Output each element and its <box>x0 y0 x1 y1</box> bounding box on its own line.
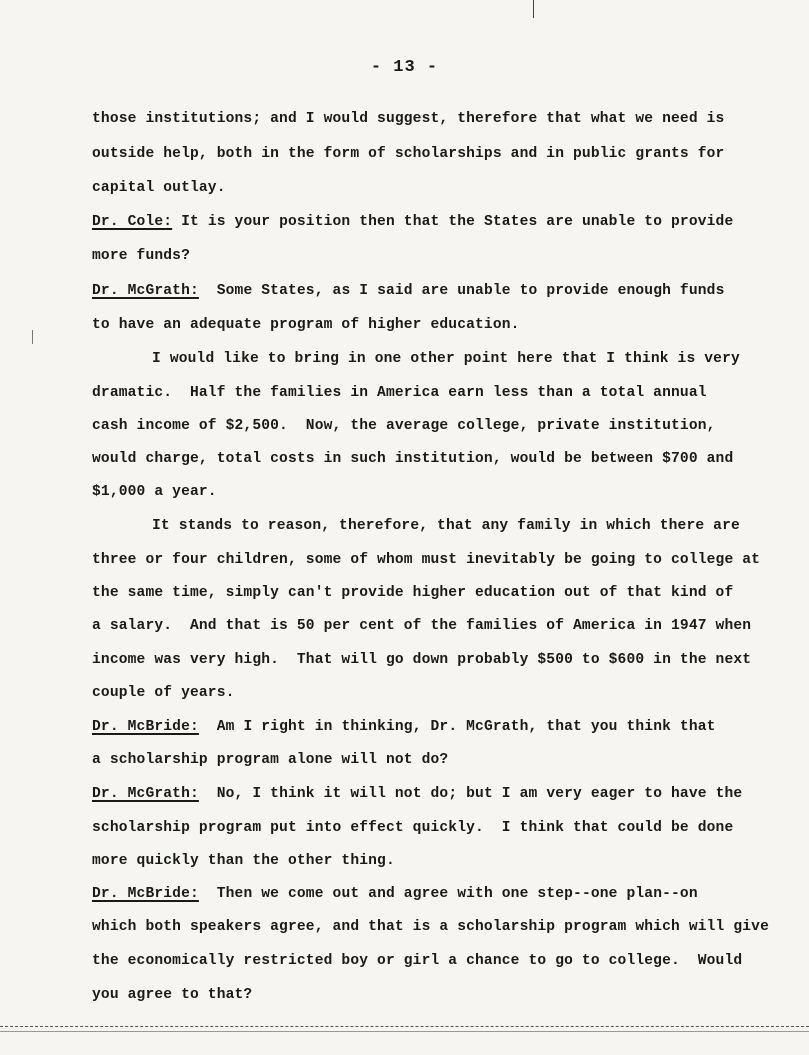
speaker-line <box>92 886 698 902</box>
text-line: more quickly than the other thing. <box>92 853 395 869</box>
text-line: dramatic. Half the families in America earn less than a total annual <box>92 385 707 401</box>
text-line: capital outlay. <box>92 180 226 196</box>
text-line: to have an adequate program of higher education. <box>92 317 520 333</box>
speaker-text: No, I think it will not do; but I am very eager to have the <box>216 786 743 802</box>
speaker-label: Dr. McBride: <box>92 886 199 902</box>
speaker-label: Dr. McBride: <box>92 719 199 735</box>
speaker-label: Dr. McGrath: <box>92 283 199 299</box>
text-line: scholarship program put into effect quickly. I think that could be done <box>92 820 734 836</box>
bottom-rule <box>0 1031 809 1032</box>
text-line: the economically restricted boy or girl a chance to go to college. Would <box>92 953 743 969</box>
text-line: outside help, both in the form of scholarships and in public grants for <box>92 146 725 162</box>
text-line: cash income of $2,500. Now, the average college, private institution, <box>92 418 716 434</box>
text-line: It stands to reason, therefore, that any family in which there are <box>152 518 740 534</box>
bottom-rule <box>0 1026 809 1027</box>
text-line: $1,000 a year. <box>92 484 217 500</box>
text-line: those institutions; and I would suggest, therefore that what we need is <box>92 111 725 127</box>
speaker-text: It is your position then that the States are unable to provide <box>181 214 734 230</box>
text-line: would charge, total costs in such institution, would be between $700 and <box>92 451 734 467</box>
text-line: the same time, simply can't provide higher education out of that kind of <box>92 585 734 601</box>
speaker-line <box>92 214 733 230</box>
text-line: more funds? <box>92 248 190 264</box>
speaker-line <box>92 719 716 735</box>
text-line: income was very high. That will go down probably $500 to $600 in the next <box>92 652 752 668</box>
scan-mark <box>533 0 534 18</box>
scan-mark <box>32 330 33 344</box>
speaker-text: Some States, as I said are unable to provide enough funds <box>216 283 725 299</box>
speaker-line <box>92 786 742 802</box>
speaker-label: Dr. McGrath: <box>92 786 199 802</box>
page-number: - 13 - <box>370 58 439 77</box>
speaker-text: Then we come out and agree with one step--one plan--on <box>216 886 698 902</box>
text-line: I would like to bring in one other point here that I think is very <box>152 351 740 367</box>
text-line: a salary. And that is 50 per cent of the families of America in 1947 when <box>92 618 752 634</box>
text-line: which both speakers agree, and that is a scholarship program which will give <box>92 919 769 935</box>
text-line: you agree to that? <box>92 987 253 1003</box>
text-line: three or four children, some of whom must inevitably be going to college at <box>92 552 761 568</box>
text-line: couple of years. <box>92 685 235 701</box>
speaker-text: Am I right in thinking, Dr. McGrath, that you think that <box>216 719 716 735</box>
text-line: a scholarship program alone will not do? <box>92 752 449 768</box>
speaker-label: Dr. Cole: <box>92 214 173 230</box>
speaker-line <box>92 283 724 299</box>
